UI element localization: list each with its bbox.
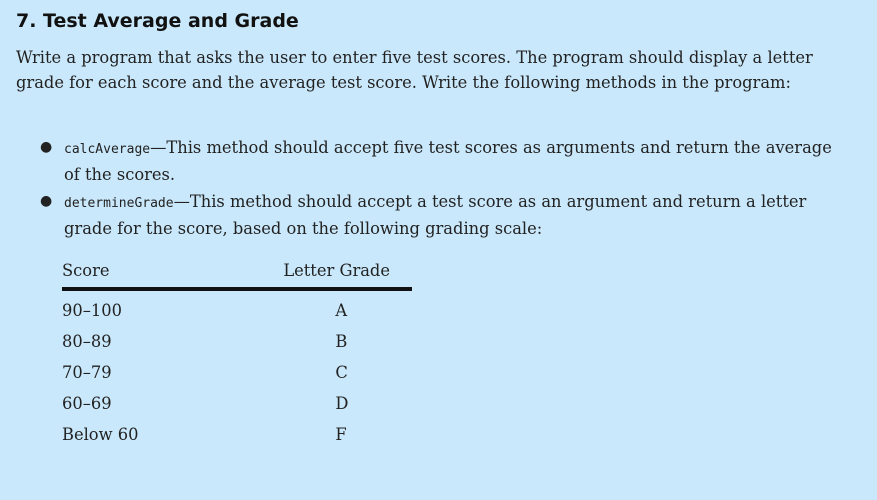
grade-cell: D xyxy=(335,393,349,413)
score-cell: 70–79 xyxy=(62,362,112,382)
bullet-icon: ● xyxy=(40,193,53,209)
letter-grade-column-header: Letter Grade xyxy=(145,257,412,289)
table-row xyxy=(62,326,412,357)
score-cell: 60–69 xyxy=(62,393,112,413)
grade-cell: C xyxy=(335,362,348,382)
score-column-header: Score xyxy=(62,257,145,289)
method-description: —This method should accept a test score as an argument and return a letter grade for the score, based on the following grading scale: xyxy=(64,192,807,238)
bullet-icon: ● xyxy=(40,139,53,155)
grade-cell: B xyxy=(335,331,348,351)
method-name: determineGrade xyxy=(64,196,174,211)
exercise-intro: Write a program that asks the user to enter five test scores. The program should display a letter grade for each score and the average test score. Write the following methods in the program: xyxy=(16,48,813,92)
table-header-row xyxy=(62,257,412,289)
score-cell: 80–89 xyxy=(62,331,112,351)
table-row xyxy=(62,289,412,326)
grade-cell: A xyxy=(335,300,348,320)
grade-cell: F xyxy=(335,424,347,444)
score-cell: 90–100 xyxy=(62,300,122,320)
table-row xyxy=(62,357,412,388)
list-item-determine-grade xyxy=(40,189,840,241)
score-cell: Below 60 xyxy=(62,424,139,444)
method-description: —This method should accept five test scores as arguments and return the average of the scores. xyxy=(64,138,832,184)
table-row xyxy=(62,419,412,450)
list-item-calc-average xyxy=(40,135,840,187)
exercise-heading: 7. Test Average and Grade xyxy=(16,10,299,32)
method-list xyxy=(40,135,840,243)
method-name: calcAverage xyxy=(64,142,151,157)
grading-scale-table xyxy=(62,257,412,450)
table-row xyxy=(62,388,412,419)
